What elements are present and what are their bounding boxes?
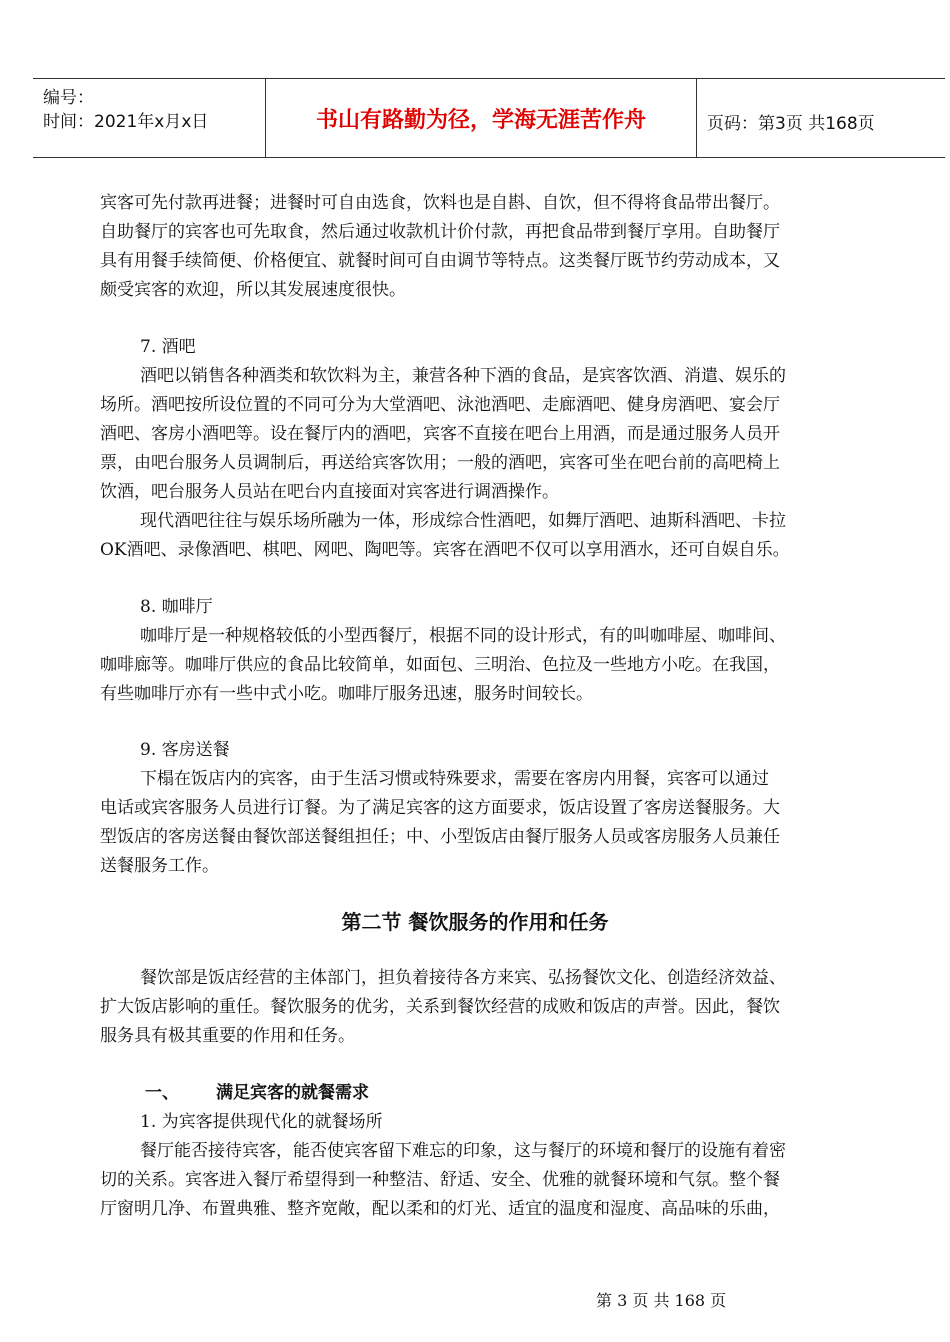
sub-line: 餐厅能否接待宾客，能否使宾客留下难忘的印象，这与餐厅的环境和餐厅的设施有着密 bbox=[140, 1141, 786, 1161]
item-heading-cafe: 8. 咖啡厅 bbox=[140, 597, 213, 617]
body-line: 颇受宾客的欢迎，所以其发展速度很快。 bbox=[100, 280, 406, 300]
body-line: 场所。酒吧按所设位置的不同可分为大堂酒吧、泳池酒吧、走廊酒吧、健身房酒吧、宴会厅 bbox=[100, 395, 780, 415]
motto: 书山有路勤为径，学海无涯苦作舟 bbox=[315, 108, 646, 133]
body-line: 下榻在饭店内的宾客，由于生活习惯或特殊要求，需要在客房内用餐，宾客可以通过 bbox=[140, 769, 769, 789]
header-meta-cell bbox=[33, 79, 266, 157]
body-line: 咖啡厅是一种规格较低的小型西餐厅，根据不同的设计形式，有的叫咖啡屋、咖啡间、 bbox=[140, 626, 786, 646]
sub-item-heading: 1. 为宾客提供现代化的就餐场所 bbox=[140, 1112, 383, 1132]
item-heading-room-service: 9. 客房送餐 bbox=[140, 740, 230, 760]
body-line: 酒吧以销售各种酒类和软饮料为主，兼营各种下酒的食品，是宾客饮酒、消遣、娱乐的 bbox=[140, 366, 786, 386]
body-line: 咖啡廊等。咖啡厅供应的食品比较简单，如面包、三明治、色拉及一些地方小吃。在我国， bbox=[100, 655, 780, 675]
section-line: 餐饮部是饭店经营的主体部门，担负着接待各方来宾、弘扬餐饮文化、创造经济效益、 bbox=[140, 968, 786, 988]
body-line: 具有用餐手续简便、价格便宜、就餐时间可自由调节等特点。这类餐厅既节约劳动成本，又 bbox=[100, 251, 780, 271]
body-line: 宾客可先付款再进餐；进餐时可自由选食，饮料也是自斟、自饮，但不得将食品带出餐厅。 bbox=[100, 193, 780, 213]
body-line: 送餐服务工作。 bbox=[100, 856, 219, 876]
page-footer: 第 3 页 共 168 页 bbox=[596, 1291, 727, 1310]
sub-line: 厅窗明几净、布置典雅、整齐宽敞，配以柔和的灯光、适宜的温度和湿度、高品味的乐曲， bbox=[100, 1199, 780, 1219]
subheading-number: 一、 bbox=[145, 1083, 179, 1103]
number-label: 编号： bbox=[43, 88, 94, 108]
time-label: 时间：2021年x月x日 bbox=[43, 112, 209, 132]
header-page-cell bbox=[697, 79, 945, 157]
body-line: 酒吧、客房小酒吧等。设在餐厅内的酒吧，宾客不直接在吧台上用酒，而是通过服务人员开 bbox=[100, 424, 780, 444]
body-line: 有些咖啡厅亦有一些中式小吃。咖啡厅服务迅速，服务时间较长。 bbox=[100, 684, 593, 704]
page-info: 页码：第3页 共168页 bbox=[707, 114, 875, 134]
section-line: 服务具有极其重要的作用和任务。 bbox=[100, 1026, 355, 1046]
body-line: 票，由吧台服务人员调制后，再送给宾客饮用；一般的酒吧，宾客可坐在吧台前的高吧椅上 bbox=[100, 453, 780, 473]
body-line: 电话或宾客服务人员进行订餐。为了满足宾客的这方面要求，饭店设置了客房送餐服务。大 bbox=[100, 798, 780, 818]
body-line: 自助餐厅的宾客也可先取食，然后通过收款机计价付款，再把食品带到餐厅享用。自助餐厅 bbox=[100, 222, 780, 242]
header-motto-cell bbox=[266, 79, 697, 157]
body-line: 饮酒，吧台服务人员站在吧台内直接面对宾客进行调酒操作。 bbox=[100, 482, 559, 502]
body-line: 型饭店的客房送餐由餐饮部送餐组担任；中、小型饭店由餐厅服务人员或客房服务人员兼任 bbox=[100, 827, 780, 847]
subheading-title: 满足宾客的就餐需求 bbox=[216, 1083, 369, 1103]
item-heading-bar: 7. 酒吧 bbox=[140, 337, 196, 357]
body-line: OK酒吧、录像酒吧、棋吧、网吧、陶吧等。宾客在酒吧不仅可以享用酒水，还可自娱自乐。 bbox=[100, 540, 790, 560]
section-heading: 第二节 餐饮服务的作用和任务 bbox=[341, 910, 609, 934]
sub-line: 切的关系。宾客进入餐厅希望得到一种整洁、舒适、安全、优雅的就餐环境和气氛。整个餐 bbox=[100, 1170, 780, 1190]
page-header bbox=[33, 78, 945, 158]
body-line: 现代酒吧往往与娱乐场所融为一体，形成综合性酒吧，如舞厅酒吧、迪斯科酒吧、卡拉 bbox=[140, 511, 786, 531]
section-line: 扩大饭店影响的重任。餐饮服务的优劣，关系到餐饮经营的成败和饭店的声誉。因此，餐饮 bbox=[100, 997, 780, 1017]
